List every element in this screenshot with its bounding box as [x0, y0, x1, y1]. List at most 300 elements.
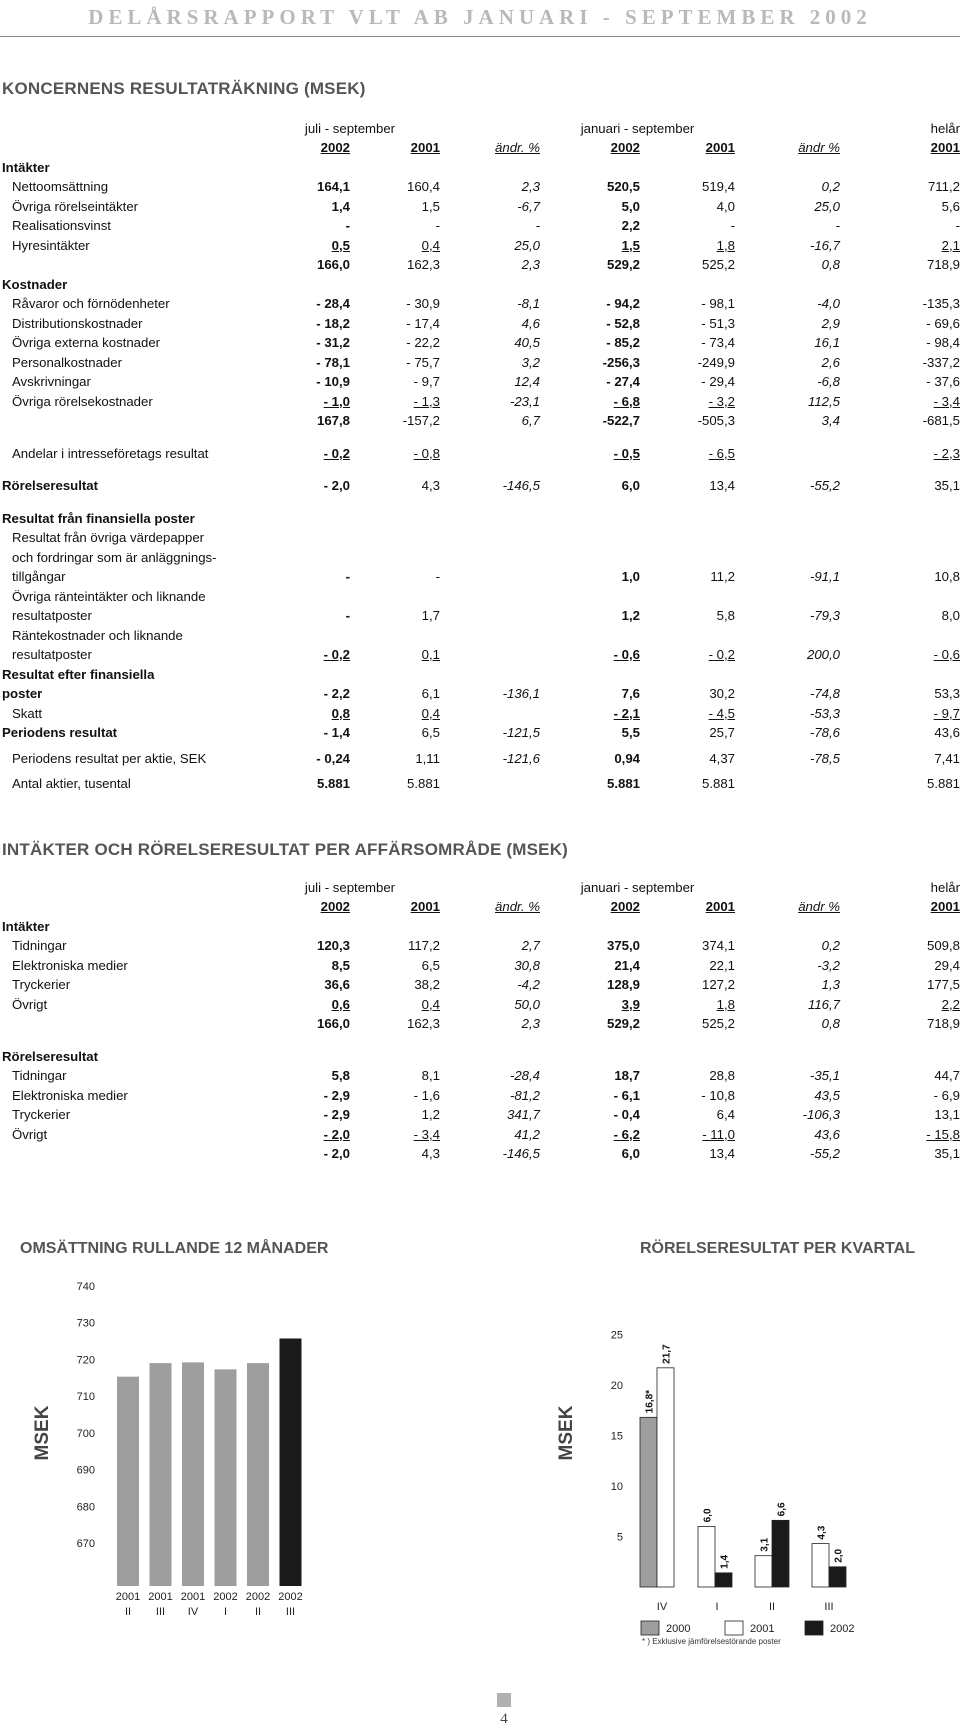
cell-value: 525,2: [701, 257, 735, 272]
table-cell: [840, 994, 960, 1014]
cell-value: - 17,4: [406, 315, 440, 331]
table-cell: [350, 1085, 440, 1105]
cell-value: 1,7: [421, 608, 440, 623]
cell-value: -: [955, 218, 960, 233]
table-cell: [350, 606, 440, 626]
table-cell: [840, 774, 960, 794]
table-cell: [350, 294, 440, 314]
cell-value: 10,8: [934, 569, 960, 584]
row-label: Kostnader: [2, 276, 68, 292]
table-row: [0, 625, 960, 645]
column-header-label: 2001: [930, 140, 960, 155]
cell-value: 5,8: [331, 1068, 350, 1083]
table-cell: [350, 372, 440, 392]
table-cell: [640, 391, 735, 411]
table-cell: [440, 235, 540, 255]
cell-value: 7,41: [934, 750, 960, 766]
table-row: [0, 936, 960, 956]
row-label: Resultat från övriga värdepapper: [12, 530, 205, 545]
cell-value: 4,37: [709, 750, 735, 766]
table-cell: [640, 177, 735, 197]
cell-value: 28,8: [709, 1068, 735, 1083]
table-cell: [735, 748, 840, 768]
table-cell: [440, 528, 540, 548]
table-cell: [540, 443, 640, 463]
table-row: [0, 528, 960, 548]
table-cell: [540, 313, 640, 333]
table-cell: [840, 294, 960, 314]
table-cell: [840, 606, 960, 626]
cell-value: -16,7: [809, 237, 840, 253]
table-cell: [350, 723, 440, 743]
row-label: Distributionskostnader: [12, 315, 143, 331]
table-row: [0, 294, 960, 314]
column-header: [260, 897, 350, 917]
table-cell: [350, 975, 440, 995]
table-cell: [260, 606, 350, 626]
y-tick-label: 740: [76, 1281, 95, 1293]
cell-value: -256,3: [602, 354, 640, 370]
table-cell: [440, 625, 540, 645]
cell-value: - 11,0: [702, 1126, 735, 1142]
cell-value: -81,2: [509, 1087, 540, 1103]
cell-value: 2,9: [821, 315, 840, 331]
x-tick-label: 2001: [115, 1591, 141, 1603]
table-cell: [350, 748, 440, 768]
table-cell: [540, 645, 640, 665]
row-label: [0, 411, 260, 431]
bar: [182, 1362, 204, 1586]
table-cell: [260, 1105, 350, 1125]
bar-value-label: 3,1: [759, 1537, 771, 1552]
cell-value: - 6,5: [708, 445, 735, 461]
table-cell: [260, 955, 350, 975]
table-row: [0, 476, 960, 496]
cell-value: 529,2: [606, 257, 640, 272]
section-heading-row: [0, 916, 960, 936]
legend-label: 2002: [830, 1623, 855, 1635]
chart-footnote: * ) Exklusive jämförelsestörande poster: [642, 1637, 781, 1646]
period-header-row: [0, 877, 960, 897]
cell-value: 3,2: [521, 354, 540, 370]
y-tick-label: 25: [610, 1329, 623, 1342]
segments-title: INTÄKTER OCH RÖRELSERESULTAT PER AFFÄRSOMRÅDE (MSEK): [2, 840, 569, 859]
row-label: Övriga rörelsekostnader: [12, 393, 153, 409]
table-row: [0, 567, 960, 587]
table-cell: [735, 235, 840, 255]
cell-value: 3,9: [621, 996, 640, 1012]
cell-value: - 2,9: [323, 1107, 350, 1122]
cell-value: 375,0: [606, 938, 640, 953]
cell-value: 8,1: [421, 1068, 440, 1083]
cell-value: -121,6: [502, 750, 540, 766]
cell-value: -53,3: [809, 705, 840, 721]
header-spacer: [0, 877, 260, 897]
row-label: Övrigt: [12, 1126, 48, 1142]
table-cell: [840, 216, 960, 236]
table-row: [0, 1066, 960, 1086]
cell-value: - 6,9: [933, 1087, 960, 1103]
cell-value: 6,7: [521, 413, 540, 428]
cell-value: -91,1: [809, 569, 840, 584]
cell-value: 0,4: [421, 705, 440, 721]
column-header: [350, 897, 440, 917]
cell-value: 4,0: [716, 198, 735, 214]
table-cell: [260, 476, 350, 496]
cell-value: 0,8: [331, 705, 350, 721]
x-tick-label: II: [124, 1606, 132, 1618]
cell-value: 525,2: [701, 1016, 735, 1031]
cell-value: 13,4: [709, 1146, 735, 1161]
cell-value: -55,2: [809, 478, 840, 493]
table-cell: [260, 567, 350, 587]
y-tick-label: 690: [76, 1464, 95, 1477]
cell-value: 6,5: [421, 957, 440, 973]
section-heading-row: [0, 664, 960, 684]
cell-value: 128,9: [606, 977, 640, 992]
bar: [715, 1573, 732, 1587]
table-cell: [350, 235, 440, 255]
bar: [772, 1520, 789, 1587]
cell-value: -79,3: [809, 608, 840, 623]
table-cell: [350, 196, 440, 216]
column-header: [260, 138, 350, 158]
x-tick-label: IV: [187, 1606, 199, 1618]
cell-value: 35,1: [934, 1146, 960, 1161]
cell-value: - 1,0: [323, 393, 350, 409]
table-cell: [540, 372, 640, 392]
cell-value: - 3,4: [933, 393, 960, 409]
cell-value: - 2,0: [323, 1126, 350, 1142]
cell-value: 11,2: [710, 569, 735, 584]
table-cell: [735, 936, 840, 956]
cell-value: 13,4: [709, 478, 735, 493]
table-cell: [640, 235, 735, 255]
row-label: Resultat efter finansiella: [2, 666, 155, 682]
bar: [117, 1377, 139, 1586]
cell-value: - 4,5: [708, 705, 735, 721]
y-axis-label: MSEK: [556, 1405, 577, 1461]
cell-value: -146,5: [502, 478, 540, 493]
row-label: Avskrivningar: [12, 374, 91, 389]
cell-value: 374,1: [701, 938, 735, 953]
cell-value: - 98,4: [926, 335, 960, 350]
x-tick-label: III: [285, 1606, 296, 1618]
table-cell: [640, 1085, 735, 1105]
row-label: Hyresintäkter: [12, 237, 90, 253]
column-header-label: 2002: [320, 140, 350, 155]
cell-value: - 1,4: [323, 725, 350, 740]
table-row: [0, 994, 960, 1014]
table-cell: [540, 1124, 640, 1144]
cell-value: - 18,2: [316, 315, 350, 331]
table-cell: [840, 1105, 960, 1125]
table-cell: [840, 748, 960, 768]
cell-value: 6,4: [716, 1107, 735, 1122]
table-cell: [735, 1066, 840, 1086]
table-cell: [440, 333, 540, 353]
table-cell: [640, 1124, 735, 1144]
cell-value: - 98,1: [701, 296, 735, 311]
table-cell: [440, 723, 540, 743]
cell-value: -23,1: [509, 393, 540, 409]
row-label: Övriga ränteintäkter och liknande: [12, 588, 206, 604]
table-cell: [735, 645, 840, 665]
row-label: och fordringar som är anläggnings-: [12, 549, 217, 565]
table-cell: [440, 294, 540, 314]
y-tick-label: 10: [610, 1481, 623, 1493]
cell-value: - 28,4: [316, 296, 350, 311]
cell-value: 509,8: [926, 938, 960, 953]
table-cell: [440, 443, 540, 463]
table-row: [0, 391, 960, 411]
row-label: Intäkter: [2, 159, 50, 175]
cell-value: - 2,0: [323, 1146, 350, 1161]
cell-value: - 2,3: [933, 445, 960, 461]
cell-value: - 78,1: [316, 354, 350, 370]
table-cell: [640, 443, 735, 463]
table-cell: [840, 703, 960, 723]
table-cell: [735, 994, 840, 1014]
table-cell: [260, 645, 350, 665]
cell-value: 160,4: [406, 179, 440, 194]
column-header-label: 2001: [930, 899, 960, 914]
table-cell: [540, 1144, 640, 1164]
table-cell: [540, 294, 640, 314]
table-cell: [440, 177, 540, 197]
legend-swatch: [725, 1621, 743, 1635]
table-row: [0, 645, 960, 665]
table-cell: [840, 975, 960, 995]
cell-value: 5.881: [406, 776, 440, 791]
cell-value: - 6,1: [613, 1087, 640, 1103]
table-cell: [350, 352, 440, 372]
table-row: [0, 1144, 960, 1164]
bar-value-label: 2,0: [833, 1548, 845, 1563]
row-label: Tidningar: [12, 1068, 67, 1083]
table-row: [0, 177, 960, 197]
table-cell: [440, 936, 540, 956]
cell-value: 164,1: [316, 179, 350, 194]
column-header: [735, 138, 840, 158]
cell-value: 341,7: [506, 1107, 540, 1122]
table-cell: [260, 235, 350, 255]
cell-value: -6,8: [817, 374, 840, 389]
bar-value-label: 1,4: [719, 1554, 731, 1569]
row-label: resultatposter: [12, 608, 92, 623]
cell-value: 21,4: [614, 957, 640, 973]
column-header-label: 2002: [610, 140, 640, 155]
cell-value: 162,3: [406, 257, 440, 272]
table-cell: [350, 1105, 440, 1125]
row-label: Periodens resultat per aktie, SEK: [12, 750, 207, 766]
column-header: [540, 897, 640, 917]
table-cell: [260, 703, 350, 723]
table-cell: [735, 547, 840, 567]
table-cell: [440, 748, 540, 768]
quarterly-result-chart: [556, 1268, 960, 1648]
cell-value: 166,0: [316, 1016, 350, 1031]
cell-value: 2,3: [521, 1016, 540, 1031]
table-cell: [840, 1085, 960, 1105]
table-cell: [735, 372, 840, 392]
table-cell: [640, 372, 735, 392]
cell-value: - 2,1: [613, 705, 640, 721]
table-cell: [840, 1144, 960, 1164]
table-cell: [440, 1105, 540, 1125]
table-cell: [260, 1014, 350, 1034]
cell-value: 2,2: [621, 218, 640, 233]
bar-value-label: 16,8*: [644, 1389, 656, 1414]
table-row: [0, 333, 960, 353]
cell-value: 1,0: [621, 569, 640, 584]
table-cell: [350, 313, 440, 333]
cell-value: 8,0: [941, 608, 960, 623]
table-row: [0, 606, 960, 626]
table-row: [0, 443, 960, 463]
cell-value: 12,4: [514, 374, 540, 389]
column-header: [350, 138, 440, 158]
table-cell: [735, 975, 840, 995]
section-heading-row: [0, 274, 960, 294]
cell-value: -135,3: [922, 296, 960, 311]
cell-value: 7,6: [621, 686, 640, 701]
cell-value: 0,4: [421, 996, 440, 1012]
table-cell: [540, 703, 640, 723]
period-jul-sep: juli - september: [304, 879, 396, 895]
cell-value: 25,7: [709, 725, 735, 740]
x-tick-label: 2002: [245, 1591, 271, 1603]
cell-value: 30,2: [709, 686, 735, 701]
cell-value: 4,3: [421, 1146, 440, 1161]
cell-value: - 31,2: [316, 335, 350, 350]
table-cell: [540, 216, 640, 236]
cell-value: 117,2: [407, 938, 440, 953]
table-cell: [540, 774, 640, 794]
table-cell: [540, 1085, 640, 1105]
table-cell: [440, 1085, 540, 1105]
cell-value: -681,5: [922, 413, 960, 428]
header-spacer: [440, 118, 540, 138]
table-cell: [260, 216, 350, 236]
table-cell: [840, 723, 960, 743]
table-cell: [540, 1014, 640, 1034]
cell-value: 5.881: [701, 776, 735, 791]
cell-value: 0,2: [821, 179, 840, 194]
cell-value: - 9,7: [933, 705, 960, 721]
y-tick-label: 15: [610, 1430, 623, 1443]
cell-value: 0,8: [821, 257, 840, 272]
cell-value: -146,5: [502, 1146, 540, 1161]
table-cell: [840, 1066, 960, 1086]
table-cell: [640, 1144, 735, 1164]
cell-value: 29,4: [934, 957, 960, 973]
table-cell: [440, 372, 540, 392]
table-cell: [640, 528, 735, 548]
bar: [657, 1368, 674, 1587]
table-cell: [640, 994, 735, 1014]
table-cell: [840, 936, 960, 956]
column-header: [440, 897, 540, 917]
table-cell: [440, 391, 540, 411]
table-cell: [350, 476, 440, 496]
table-cell: [640, 684, 735, 704]
y-tick-label: 720: [76, 1354, 95, 1367]
table-cell: [440, 216, 540, 236]
spacer-row: [0, 1033, 960, 1046]
table-cell: [260, 723, 350, 743]
bar: [829, 1567, 846, 1587]
table-row: [0, 975, 960, 995]
segments-table: [0, 877, 960, 1163]
table-cell: [260, 313, 350, 333]
table-cell: [735, 1144, 840, 1164]
table-cell: [540, 994, 640, 1014]
table-cell: [540, 1066, 640, 1086]
x-tick-label: I: [715, 1601, 719, 1613]
row-label: Övriga rörelseintäkter: [12, 198, 139, 214]
table-cell: [640, 703, 735, 723]
cell-value: 5,5: [621, 725, 640, 740]
column-header-label: 2002: [320, 899, 350, 914]
table-cell: [260, 294, 350, 314]
x-tick-label: II: [768, 1601, 776, 1613]
table-cell: [440, 586, 540, 606]
table-cell: [350, 216, 440, 236]
cell-value: 5.881: [926, 776, 960, 791]
cell-value: - 2,2: [323, 686, 350, 701]
cell-value: 166,0: [316, 257, 350, 272]
x-tick-label: 2001: [180, 1591, 206, 1603]
cell-value: - 2,9: [323, 1087, 350, 1103]
row-label: Räntekostnader och liknande: [12, 627, 183, 643]
cell-value: - 27,4: [606, 374, 640, 389]
table-cell: [735, 606, 840, 626]
cell-value: 4,3: [421, 478, 440, 493]
column-header-label: 2001: [410, 140, 440, 155]
cell-value: 0,5: [331, 237, 350, 253]
table-row: [0, 1014, 960, 1034]
bar: [280, 1339, 302, 1586]
table-cell: [540, 748, 640, 768]
table-cell: [260, 1085, 350, 1105]
table-row: [0, 1124, 960, 1144]
table-cell: [840, 443, 960, 463]
table-cell: [840, 476, 960, 496]
table-cell: [735, 625, 840, 645]
cell-value: 25,0: [514, 237, 540, 253]
table-cell: [735, 1085, 840, 1105]
spacer-cell: [0, 495, 960, 508]
bar: [247, 1363, 269, 1586]
row-label: Råvaror och förnödenheter: [12, 296, 170, 311]
table-cell: [440, 955, 540, 975]
cell-value: - 37,6: [926, 374, 960, 389]
cell-value: - 0,24: [316, 750, 350, 766]
table-cell: [540, 684, 640, 704]
column-header-label: 2001: [705, 140, 735, 155]
cell-value: 1,8: [716, 996, 735, 1012]
row-label: Intäkter: [2, 918, 50, 934]
table-cell: [540, 955, 640, 975]
table-cell: [350, 411, 440, 431]
table-cell: [640, 723, 735, 743]
cell-value: 0,2: [821, 938, 840, 953]
table-cell: [840, 645, 960, 665]
cell-value: - 6,8: [613, 393, 640, 409]
period-full-year: helår: [930, 120, 960, 136]
table-cell: [840, 255, 960, 275]
